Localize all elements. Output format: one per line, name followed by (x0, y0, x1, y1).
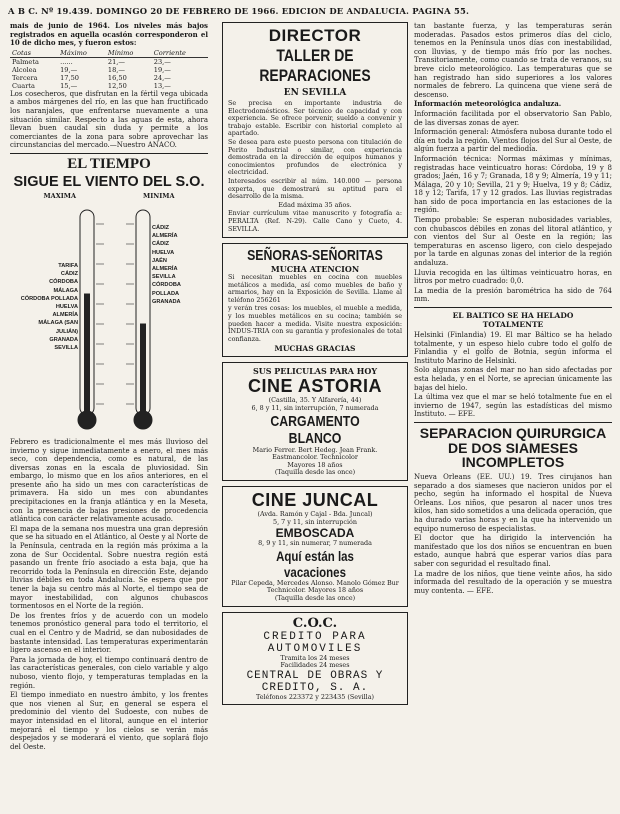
siamese-headline: SEPARACION QUIRURGICA DE DOS SIAMESES INCOMPLETOS (419, 424, 607, 471)
table-cell: 19,— (60, 65, 78, 74)
table-header: Mínimo (106, 49, 152, 58)
paragraph: Nueva Orleans (EE. UU.) 19. Tres cirujanos han separado a dos siameses que nacieron unidos por el pecho, según ha informado el hospital de Nueva Orleans. Los niños, que pesaron al nacer unos tres kilos, han sido sometidos a una delicada operación, que ha durado varias horas y en la que ha intervenido un equipo numeroso de especialistas. (414, 473, 612, 533)
job-ad (222, 22, 408, 238)
divider (414, 422, 612, 423)
ad-contact: Enviar currículum vitae manuscrito y fotografía a: PERALTA (Ref. N-29). Calle Cano y Cueto, 4. SEVILLA. (228, 209, 402, 233)
ad-line: AUTOMOVILES (267, 642, 363, 655)
ad-body: Si necesitan muebles en cocina con muebles metálicos a medida, así como muebles de baño y armarios, hay en la Exposición de Sevilla. Llame al teléfono 256261 (228, 273, 402, 304)
divider (414, 307, 612, 308)
thermo-labels (10, 192, 208, 200)
table-cell: 12,50 (107, 81, 127, 90)
table-cell: 19,— (153, 65, 171, 74)
cinema-name: CINE ASTORIA (247, 376, 382, 397)
table-row (10, 74, 208, 82)
paragraph: Información general: Atmósfera nubosa durante todo el día en toda la región. Vientos flojos del Sur al Oeste, de algún fuerza a partir del mediodía. (414, 128, 612, 154)
ad-subtitle: MUCHA ATENCION (270, 264, 360, 275)
city-label: MÁLAGA (SAN JULIÁN) (38, 320, 78, 335)
table-header: Corriente (152, 49, 208, 58)
film-extra: Eastmancolor. Technicolor (272, 453, 358, 462)
paragraph: El doctor que ha dirigido la intervención ha manifestado que los dos niños se encuentran en buen estado, aunque habrá que esperar varios días para saber con seguridad el resultado final. (414, 534, 612, 568)
cinema-juncal-ad (222, 486, 408, 607)
table-header: Máximo (58, 49, 106, 58)
ad-line: CREDITO, S. A. (261, 681, 369, 694)
city-label: GRANADA (152, 298, 181, 305)
box-office-note: (Taquilla desde las once) (274, 593, 356, 602)
box-office-note: (Taquilla desde las once) (274, 468, 356, 477)
paragraph: Lluvia recogida en las últimas veinticuatro horas, en litros por metro cuadrado: 0,0. (414, 268, 612, 286)
table-row (10, 57, 208, 66)
cinema-name: CINE JUNCAL (251, 490, 379, 510)
city-label: CÁDIZ (152, 224, 170, 231)
city-label: CÓRDOBA POLLADA (152, 282, 181, 297)
ad-title-2: TALLER DE REPARACIONES (259, 46, 371, 85)
column-1 (10, 22, 208, 808)
ad-line: Tramita los 24 meses (280, 653, 350, 662)
city-label: SEVILLA (54, 344, 78, 351)
paragraph: Solo algunas zonas del mar no han sido afectadas por esta helada, y en el Norte, se aprecian únicamente las bajas del hielo. (414, 366, 612, 392)
cinema-times: 8, 9 y 11, sin numerar, 7 numerada (258, 539, 372, 548)
table-row (10, 82, 208, 90)
cinema-address: (Castilla, 35. Y Alfarería, 44) (268, 396, 362, 405)
city-label: CÓRDOBA (49, 279, 78, 286)
ad-line: CREDITO PARA (263, 630, 367, 643)
paragraph: La madre de los niños, que tiene veinte años, ha sido informada del resultado de la operación y se muestra muy contenta. — EFE. (414, 569, 612, 595)
table-header: Cotas (10, 49, 58, 58)
ad-body: y verán tres cosas: los muebles, el mueble a medida, y los muebles metálicos en su cocina; también se pueden hacer a medida. Visite nuestra exposición: INDUS-TRIA con su garantía y profesionales de total confianza. (228, 304, 402, 343)
city-label: ALMERÍA (52, 312, 78, 319)
film-cast: Pilar Cepeda, Mercedes Alonso. Manolo Gómez Bur (231, 578, 399, 587)
table-cell: 23,— (153, 57, 171, 66)
ad-line: CENTRAL DE OBRAS Y (246, 669, 384, 682)
table-cell: Alcolea (12, 65, 37, 74)
table-cell: 15,— (60, 81, 78, 90)
cinema-astoria-ad (222, 362, 408, 481)
paragraph: Información técnica: Normas máximas y mínimas, registradas hace veinticuatro horas: Córdoba, 19 y 8 grados; Jaén, 16 y 7; Granada, 18 y 9; Almería, 19 y 11; Málaga, 20 y 10; Sevilla, 21 y 9; Huelva, 19 y 8; Cádiz, 18 y 12; Tarifa, 17 y 12 grados. Las lluvias registradas han sido de poca importancia en las estaciones de la región. (414, 154, 612, 215)
ad-line: Facilidades 24 meses (280, 661, 350, 670)
intro-paragraph: mais de junio de 1964. Los niveles más bajos registrados en aquella ocasión corresponderon el 10 de dicho mes, y fueron estos: (10, 22, 208, 48)
table-row (10, 66, 208, 74)
city-label: ALMERÍA (152, 265, 178, 272)
paragraph: El tiempo inmediato en nuestro ámbito, y los frentes que nos vienen al Sur, en general se espera el predominio del viento del Sudoeste, con nubes de mayor intensidad en el litoral, aunque en el interior mejorará el tiempo y los cielos se verán más despejados y se moderará el viento, que soplará flojo del Oeste. (10, 691, 208, 751)
film-title: EMBOSCADA (275, 526, 355, 541)
ad-body: Se desea para este puesto persona con titulación de Perito Industrial o similar, con experiencia demostrada en la dirección de equipos humanos y conocimientos profundos de electrónica y electricidad. (228, 137, 402, 177)
cinema-times: 5, 7 y 11, sin interrupción (273, 517, 357, 526)
cities-right (152, 224, 208, 306)
table-cell: Cuarta (12, 81, 35, 90)
divider (10, 153, 208, 154)
paragraph: De los frentes fríos y de acuerdo con un modelo tenemos pronóstico general para todo el territorio, el cual en el Centro y de Madrid, se dan nubosidades de bastante intensidad. Las temperaturas experimentarán ligero ascenso en el interior. (10, 611, 208, 655)
city-label: CÓRDOBA POLLADA (20, 295, 78, 302)
paragraph: Febrero es tradicionalmente el mes más lluvioso del invierno y sigue inmediatamente a enero, el mes más seco, con dependencia, como es natural, de las diversas zonas en la escala de pluviosidad. Sin embargo, lo mismo que en los años anteriores, en el presente año ha sido un mes con características de primavera. Ha sido un mes con abundantes precipitaciones en la franja atlántica y en la Meseta, con la presencia de bajas presiones de procedencia atlántica con carácter relativamente acusado. (10, 437, 208, 524)
city-label: ALMERÍA (152, 233, 178, 240)
ad-title: C.O.C. (292, 615, 338, 631)
city-label: HUELVA (152, 249, 175, 256)
thermometer-illustration (10, 204, 208, 434)
paragraph: Para la jornada de hoy, el tiempo continuará dentro de las características generales, con cielo variable y algo nuboso, viento flojo, y temperaturas templadas en la región. (10, 655, 208, 690)
film-cast: Mario Ferrer. Bert Hedeg. Jean Frank. (252, 445, 378, 454)
city-label: CÁDIZ (60, 271, 78, 278)
paragraph: La media de la presión barométrica ha sido de 764 mm. (414, 286, 612, 304)
baltic-headline: EL BALTICO SE HA HELADO (452, 311, 574, 320)
table-cell: 24,— (153, 73, 171, 82)
paragraph: Información facilitada por el observatorio San Pablo, de las diversas zonas de ayer. (414, 109, 612, 127)
ad-title: DIRECTOR (268, 26, 362, 45)
city-label: TARIFA (58, 262, 78, 269)
city-label: GRANADA (49, 336, 78, 343)
table-cell: Palmeta (12, 57, 39, 66)
column-3 (414, 22, 612, 808)
film-extra: Technicolor. Mayores 18 años (266, 586, 364, 595)
city-label: HUELVA (55, 303, 78, 310)
city-label: MÁLAGA (53, 287, 78, 294)
film-age: Mayores 18 años (287, 460, 343, 469)
ad-body: Interesados escribir al núm. 140.000 — persona experta, que demostrará su aptitud para el desarrollo de la misma. (228, 176, 402, 201)
ad-phone: Teléfonos 223372 y 223435 (Sevilla) (255, 692, 375, 701)
table-cell: ...... (60, 57, 73, 66)
table-cell: 17,50 (60, 73, 79, 82)
paragraph: Tiempo probable: Se esperan nubosidades variables, con chubascos débiles en zonas del litoral atlántico, y con vientos del Sur al Oeste en la región; las temperaturas en ascenso ligero, con cielo despejado por la tarde en algunas zonas del interior de la región andaluza. (414, 216, 612, 268)
cities-left (16, 262, 78, 352)
furniture-ad (222, 243, 408, 357)
cinema-address: (Avda. Ramón y Cajal - Bda. Juncal) (257, 510, 373, 518)
table-cell: 18,— (107, 65, 126, 74)
weather-section-title: EL TIEMPO (67, 155, 151, 172)
ad-top: SUS PELICULAS PARA HOY (252, 366, 378, 377)
column-2 (222, 22, 408, 808)
table-cell: 13,— (153, 81, 171, 90)
table-cell: 16,50 (107, 73, 127, 82)
ad-title: SEÑORAS-SEÑORITAS (247, 247, 383, 265)
city-label: JAÉN (152, 257, 167, 264)
ad-thanks: MUCHAS GRACIAS (274, 344, 356, 354)
paragraph: Los cosecheros, que disfrutan en la fértil vega ubicada a ambos márgenes del río, en las que han fructificado los naranjales, que enfrentarse nuevamente a una situación similar. Respecto a las aguas de esta, ahora llevan buen caudal sin duda y permite a los comerciantes de la zona para sobre aprovechar las circunstancias del mercado.—Nuestro ANACO. (10, 89, 208, 150)
table-cell: 21,— (107, 57, 126, 66)
paragraph: El mapa de la semana nos muestra una gran depresión que se ha situado en el Atlántico, al Oeste y al Norte de la Península, centrada en la región más próxima a la zona de Sur Occidental. Sobre nuestra región está pasando un frente frío asociado a esta baja, que ha recorrido toda la Península en dirección Este, dejando lluvias débiles en toda Andalucía. Se espera que por tener la baja su centro más al Norte, el tiempo sea de mayor inestabilidad, con algunos chubascos tormentosos en el Norte de la región. (10, 524, 208, 611)
city-label: SEVILLA (152, 274, 176, 281)
paragraph: La última vez que el mar se heló totalmente fue en el invierno de 1947, según las estadísticas del mismo Instituto. — EFE. (414, 393, 612, 419)
ad-body: Se precisa en importante industria de Electrodomésticos. Ser técnico de capacidad y con experiencia. Se ofrece porvenir, sueldo a convenir y trabajo estable. Escribir con historial completo al apartado. (228, 99, 402, 138)
maxima-label: MAXIMA (43, 191, 77, 200)
subheading: Información meteorológica andaluza. (414, 99, 562, 109)
city-label: CÁDIZ (152, 241, 170, 248)
cinema-times: 6, 8 y 11, sin interrupción, 7 numerada (251, 404, 379, 413)
page-header: A B C. Nº 19.439. DOMINGO 20 DE FEBRERO DE 1966. EDICION DE ANDALUCIA. PAGINA 55. (8, 6, 470, 16)
film-title: CARGAMENTO BLANCO (270, 412, 360, 447)
baltic-headline-2: TOTALMENTE (482, 320, 544, 329)
paragraph: Helsinki (Finlandia) 19. El mar Báltico se ha helado totalmente, y un espeso hielo cubre todo el golfo de Finlandia y el golfo de Botnia, según informa el Instituto Marino de Helsinki. (414, 331, 612, 365)
credit-ad (222, 612, 408, 706)
weather-headline: SIGUE EL VIENTO DEL S.O. (13, 173, 205, 190)
film-title: Aquí están las vacaciones (276, 547, 354, 580)
table-cell: Tercera (12, 73, 38, 82)
paragraph: tan bastante fuerza, y las temperaturas serán moderadas. Pasados estos primeros días del ciclo, tenemos en la Península unos días con inestabilidad, con lluvias, y de tiempo más frío por las noches. Transitoriamente, como cuando se trata de veranos, su breve ciclo meteorológico. Las temperaturas que se han registrado han sido superiores a los valores normales de febrero. La quincena que viene será de descenso. (414, 22, 612, 99)
ad-body: Edad máxima 35 años. (278, 200, 352, 209)
ad-location: EN SEVILLA (283, 88, 347, 98)
river-levels-table (10, 49, 208, 90)
minima-label: MINIMA (143, 191, 175, 200)
